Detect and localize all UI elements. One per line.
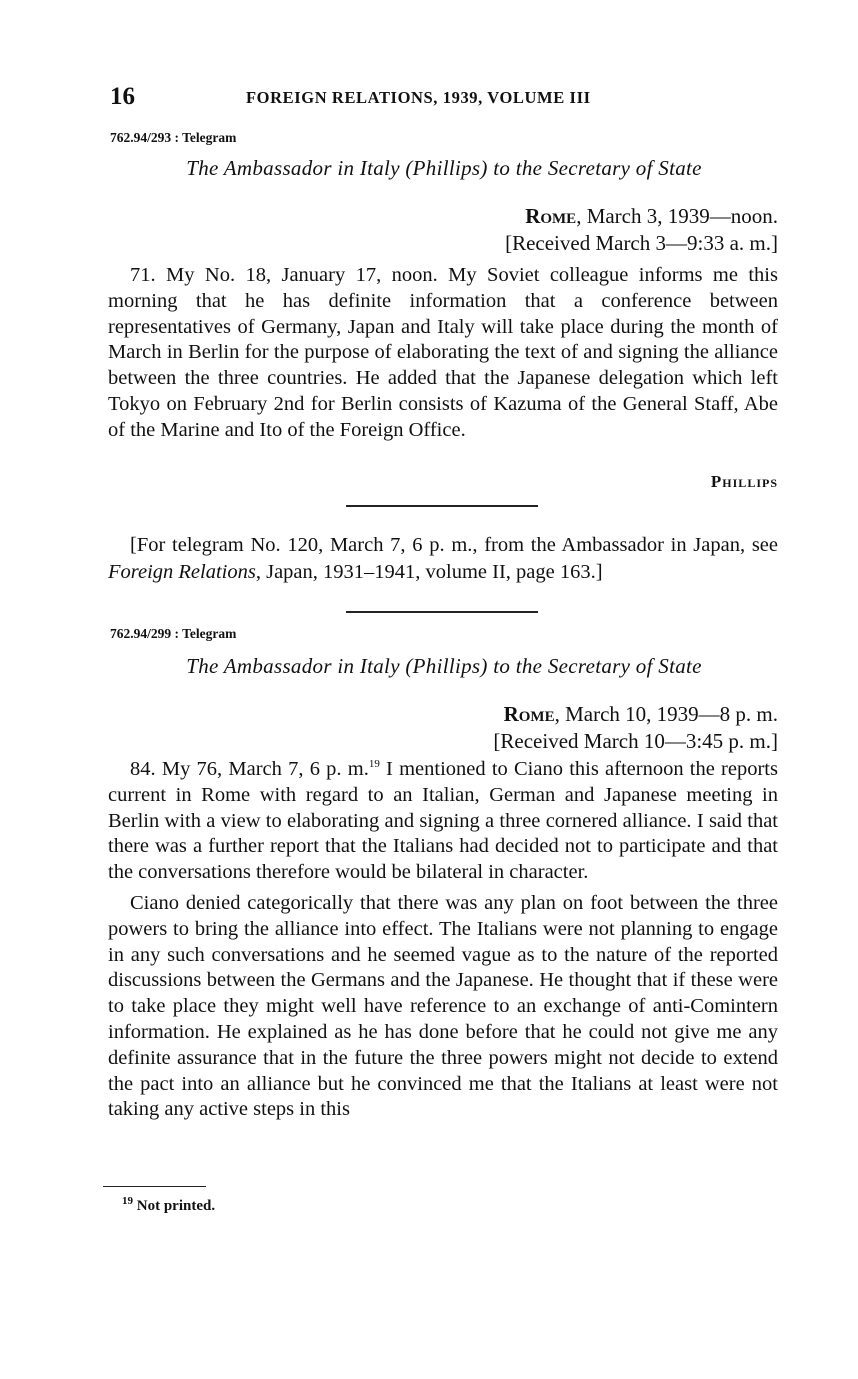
paragraph: 71. My No. 18, January 17, noon. My Soviet colleague informs me this morning that he has definite information that a conference between representatives of Germany, Japan and Italy will take place during the month of March in Berlin for the purpose of elaborating the text of and signing the alliance between the three countries. He added that the Japanese delegation which left Tokyo on February 2nd for Berlin consists of Kazuma of the General Staff, Abe of the Marine and Ito of the Foreign Office.: [108, 264, 778, 441]
heading-pre: The Ambassador in Italy (: [186, 156, 413, 180]
editorial-note: [108, 532, 778, 586]
date: , March 10, 1939—8 p. m.: [554, 702, 778, 726]
section-divider: [346, 611, 538, 613]
footnote-rule: [103, 1186, 206, 1187]
heading-pre: The Ambassador in Italy (: [186, 654, 413, 678]
dateline-2: [493, 701, 778, 755]
heading-name: Phillips: [412, 156, 481, 180]
received-line: [Received March 10—3:45 p. m.]: [493, 729, 778, 753]
note-text-italic: Foreign Relations: [108, 561, 256, 583]
note-text-pre: [For telegram No. 120, March 7, 6 p. m., from the Ambassador in Japan, see: [130, 534, 778, 556]
paragraph-text: 84. My 76, March 7, 6 p. m.: [130, 758, 369, 780]
place: Rome: [503, 702, 555, 726]
date: , March 3, 1939—noon.: [576, 204, 778, 228]
file-number-2: 762.94/299 : Telegram: [110, 626, 237, 641]
signature-1: Phillips: [710, 472, 778, 491]
place: Rome: [525, 204, 577, 228]
footnote-reference: 19: [368, 758, 380, 771]
date-line: [493, 701, 778, 728]
footnote-text: Not printed.: [133, 1198, 216, 1214]
telegram-body-1: [108, 263, 778, 444]
telegram-body-2: [108, 757, 778, 1123]
footnote: [122, 1195, 216, 1215]
page-number: 16: [110, 83, 135, 110]
page-header: [110, 83, 778, 115]
paragraph: [108, 757, 778, 886]
dateline-1: [505, 203, 778, 257]
date-line: [505, 203, 778, 230]
document-heading-1: [110, 156, 778, 181]
paragraph-text: I mentioned to Ciano this afternoon the reports current in Rome with regard to an Italian, German and Japanese meeting in Berlin with a view to elaborating and signing a three cornered alliance. I said that there was a further report that the Italians had decided not to participate and that the conversations therefore would be bilateral in character.: [108, 758, 778, 884]
footnote-marker: 19: [122, 1195, 133, 1207]
heading-name: Phillips: [412, 654, 481, 678]
heading-post: ) to the Secretary of State: [480, 654, 702, 678]
received-line: [Received March 3—9:33 a. m.]: [505, 231, 778, 255]
heading-post: ) to the Secretary of State: [480, 156, 702, 180]
paragraph: Ciano denied categorically that there was any plan on foot between the three powers to bring the alliance into effect. The Italians were not planning to engage in any such conversations and he seemed vague as to the nature of the reported discussions between the Germans and the Japanese. He thought that if these were to take place they might well have reference to an exchange of anti-Comintern information. He explained as he has done before that he could not give me any definite assurance that in the future the three powers might not decide to extend the pact into an alliance but he convinced me that the Italians at least were not taking any active steps in this: [108, 891, 778, 1121]
note-text-post: , Japan, 1931–1941, volume II, page 163.]: [255, 561, 603, 583]
file-number-1: 762.94/293 : Telegram: [110, 130, 237, 145]
running-head: FOREIGN RELATIONS, 1939, VOLUME III: [246, 88, 591, 107]
document-heading-2: [110, 654, 778, 679]
section-divider: [346, 505, 538, 507]
